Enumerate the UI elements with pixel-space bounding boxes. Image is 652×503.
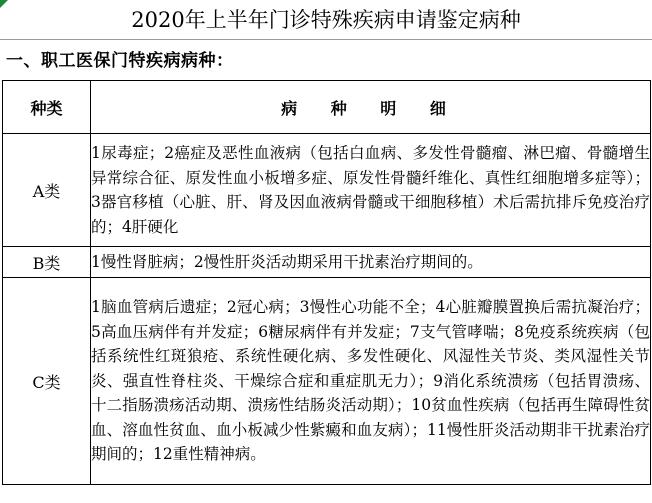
table-header-row bbox=[3, 81, 651, 134]
type-cell-c: C类 bbox=[3, 278, 91, 485]
page-title: 2020年上半年门诊特殊疾病申请鉴定病种 bbox=[0, 0, 652, 40]
disease-table bbox=[2, 80, 651, 485]
table-row bbox=[3, 247, 651, 278]
detail-cell-a: 1尿毒症；2癌症及恶性血液病（包括白血病、多发性骨髓瘤、淋巴瘤、骨髓增生异常综合征、原发性血小板增多症、原发性骨髓纤维化、真性红细胞增多症等）；3器官移植（心脏、肝、肾及因血液病骨髓或干细胞移植）术后需抗排斥免疫治疗的；4肝硬化 bbox=[91, 134, 651, 247]
header-detail: 病 种 明 细 bbox=[91, 81, 651, 134]
type-cell-a: A类 bbox=[3, 134, 91, 247]
header-type: 种类 bbox=[3, 81, 91, 134]
table-row bbox=[3, 278, 651, 485]
type-cell-b: B类 bbox=[3, 247, 91, 278]
detail-cell-c: 1脑血管病后遗症；2冠心病；3慢性心功能不全；4心脏瓣膜置换后需抗凝治疗；5高血压病伴有并发症；6糖尿病伴有并发症；7支气管哮喘；8免疫系统疾病（包括系统性红斑狼疮、系统性硬化病、多发性硬化、风湿性关节炎、类风湿性关节炎、强直性脊柱炎、干燥综合症和重症肌无力）；9消化系统溃疡（包括胃溃疡、十二指肠溃疡活动期、溃疡性结肠炎活动期）；10贫血性疾病（包括再生障碍性贫血、溶血性贫血、血小板减少性紫癜和血友病）；11慢性肝炎活动期非干扰素治疗期间的；12重性精神病。 bbox=[91, 278, 651, 485]
section-heading: 一、职工医保门特疾病病种： bbox=[6, 51, 234, 71]
table-row bbox=[3, 134, 651, 247]
detail-cell-b: 1慢性肾脏病；2慢性肝炎活动期采用干扰素治疗期间的。 bbox=[91, 247, 651, 278]
